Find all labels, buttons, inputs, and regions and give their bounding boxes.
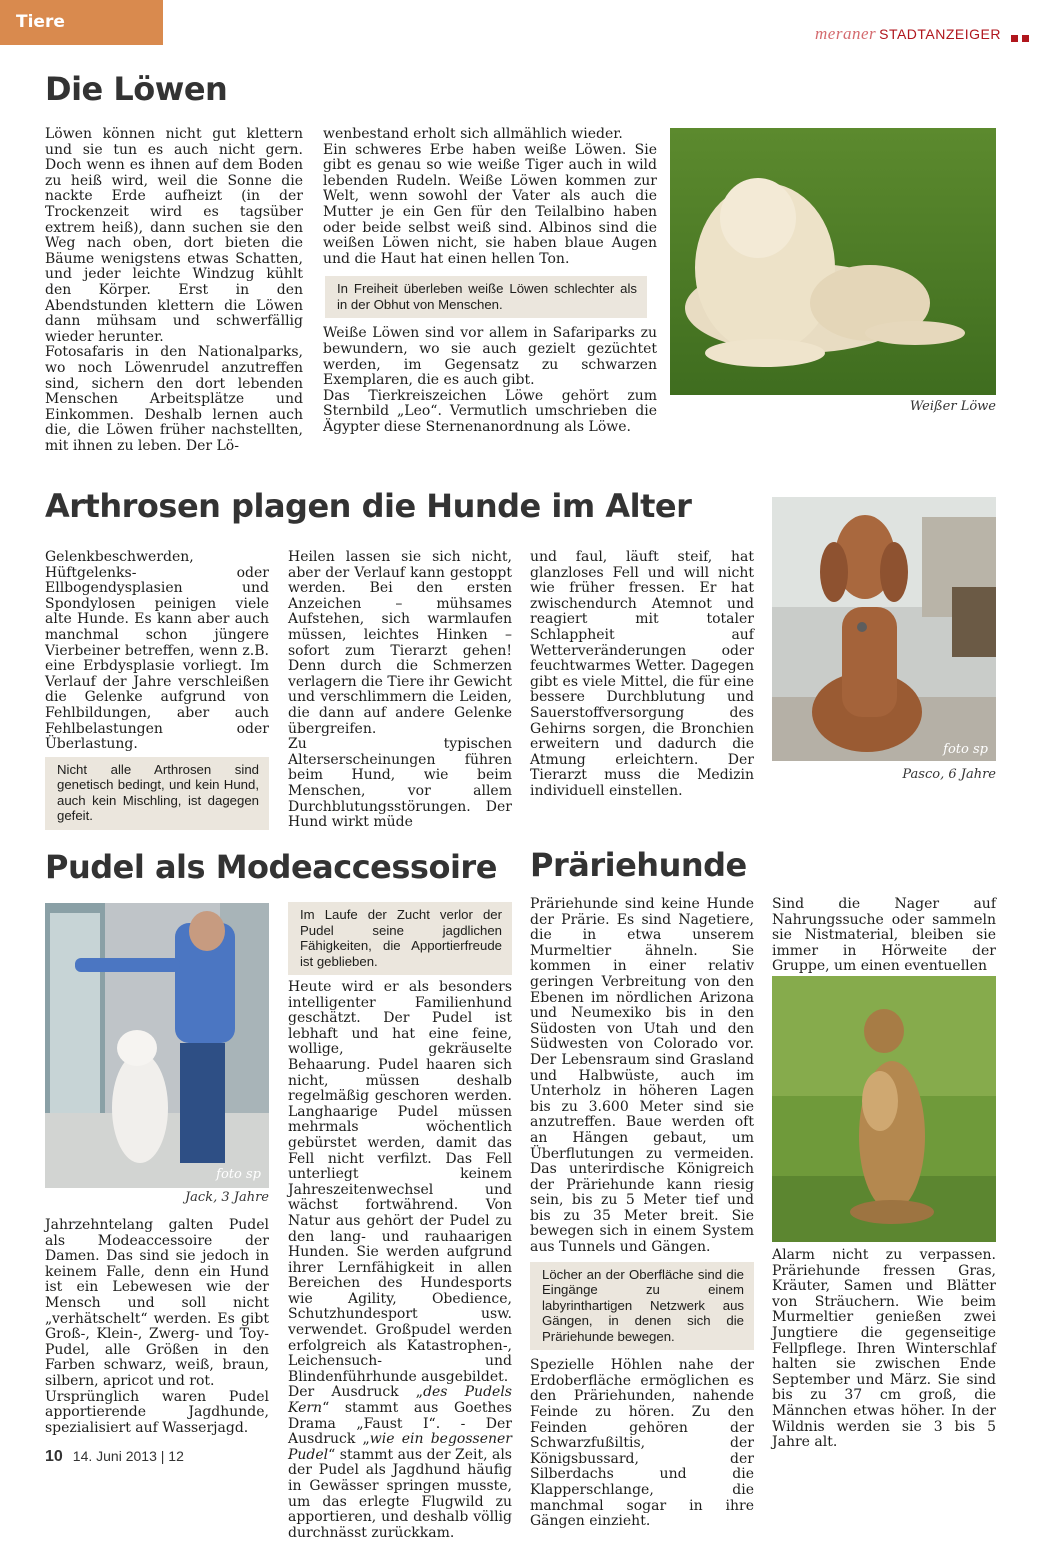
arthrosen-paragraph: Gelenkbeschwerden, Hüftgelenks- oder Ellbogendysplasien und Spondylosen peinigen viele alte Hunde. Es kann aber auch manchmal schon jüngere Vierbeiner betreffen, wenn z.B. eine Erbdysplasie vorliegt. Im Verlauf der Jahre verschleißen die Gelenke aufgrund von Fehlbildungen, aber auch Fehlbelastungen oder Überlastung. [45,549,269,753]
arthrosen-paragraph: Zu typischen Alterserscheinungen führen beim Hund, wie beim Menschen, vor allem Durchblutungsstörungen. Der Hund wirkt müde [288,736,512,831]
section-label: Tiere [16,12,65,32]
pudel-paragraph: Jahrzehntelang galten Pudel als Modeaccessoire der Damen. Das sind sie jedoch in keinem Falle, denn ein Hund ist ein Lebewesen wie der Mensch und soll nicht „verhätschelt“ werden. Es gibt Groß-, Klein-, Zwerg- und Toy-Pudel, alle Größen in den Farben schwarz, weiß, braun, silbern, apricot und rot. [45,1217,269,1389]
praerie-column-1 [530,897,754,1530]
arthrosen-column-3 [530,550,754,800]
praerie-paragraph: Sind die Nager auf Nahrungssuche oder sammeln sie Nistmaterial, bleiben sie immer in Hörweite der Gruppe, um einen eventuellen [772,896,996,975]
arthrosen-caption: Pasco, 6 Jahre [902,767,996,782]
praerie-column-2a [772,897,996,975]
arthrosen-column-2 [288,550,512,831]
pudel-photo-credit: foto sp [216,1167,261,1182]
loewen-column-2 [323,127,657,436]
loewen-paragraph: Löwen können nicht gut klettern und sie tun es auch nicht gern. Doch wenn es ihnen auf dem Boden zu heiß wird, weil die Sonne die nackte Erde aufheizt (in der Trockenzeit wird es tagsüber extrem heiß), dann suchen sie den Weg nach oben, dort bieten die Bäume wenigstens etwas Schatten, und jeder leichte Windzug kühlt den Körper. Erst in den Abendstunden klettern die Löwen dann mühsam und schwerfällig wieder herunter. [45,126,303,345]
brand-italic: meraner [815,24,877,43]
article-title-praerie: Präriehunde [530,846,747,884]
prairie-dog-photo [772,976,996,1242]
loewen-paragraph: Ein schweres Erbe haben weiße Löwen. Sie gibt es genau so wie weiße Tiger auch in wild lebenden Rudeln. Weiße Löwen kommen zur Welt, wenn sowohl der Vater als auch die Mutter je ein Gen für den Teilalbino haben oder beide selbst weiß sind. Albinos sind die weißen Löwen nicht, sie haben blaue Augen und die Haut hat einen hellen Ton. [323,141,657,267]
praerie-pull-quote: Löcher an der Oberfläche sind die Eingänge zu einem labyrinthartigen Netzwerk aus Gängen, in denen sich die Präriehunde bewegen. [530,1262,754,1351]
arthrosen-paragraph: Heilen lassen sie sich nicht, aber der Verlauf kann gestoppt werden. Bei den ersten Anzeichen – mühsames Aufstehen, sich warmlaufen müssen, leichtes Hinken – sofort zum Tierarzt gehen! Denn durch die Schmerzen verlagern die Tiere ihr Gewicht und verschlimmern die Leiden, die dann auf andere Gelenke übergreifen. [288,549,512,737]
masthead-squares-icon [1007,27,1029,35]
page-footer [45,1448,184,1466]
dog-pasco-photo [772,497,996,761]
article-title-loewen: Die Löwen [45,70,228,108]
praerie-paragraph: Alarm nicht zu verpassen. Präriehunde fressen Gras, Kräuter, Samen und Blätter von Sträuchern. Wie beim Murmeltier genießen zwei Jungtiere die gegenseitige Fellpflege. Ihren Winterschlaf halten sie zwischen Ende September und März. Sie sind bis zu 37 cm groß, die Männchen etwas höher. In der Wildnis werden sie 3 bis 5 Jahre alt. [772,1247,996,1451]
pudel-quote-italic: des Pudels Kern [288,1384,512,1417]
pudel-pull-quote: Im Laufe der Zucht verlor der Pudel seine jagdlichen Fähigkeiten, die Apportierfreude ist geblieben. [288,902,512,975]
loewen-column-1 [45,127,303,454]
pudel-quote-italic: wie ein begossener Pudel [288,1431,512,1463]
arthrosen-pull-quote: Nicht alle Arthrosen sind genetisch bedingt, und kein Hund, auch kein Mischling, ist dagegen gefeit. [45,757,269,830]
article-title-pudel: Pudel als Modeaccessoire [45,848,497,886]
white-lion-photo [670,128,996,395]
loewen-paragraph: wenbestand erholt sich allmählich wieder. [323,126,623,142]
article-title-arthrosen: Arthrosen plagen die Hunde im Alter [45,487,692,525]
loewen-paragraph: Weiße Löwen sind vor allem in Safariparks zu bewundern, wo sie auch gezielt gezüchtet werden, im Gegensatz zu schwarzen Exemplaren, die es auch gibt. [323,325,657,389]
pudel-column-2 [288,902,512,1541]
arthrosen-paragraph: und faul, läuft steif, hat glanzloses Fell und will nicht wie früher fressen. Er hat zwischendurch Atemnot und reagiert mit totaler Schlappheit auf Wetterveränderungen oder feuchtwarmes Wetter. Dagegen gibt es viele Mittel, die für eine bessere Durchblutung und Sauerstoffversorgung des Gehirns sorgen, die Bronchien erweitern und dadurch die Atmung erleichtern. Der Tierarzt muss die Medizin individuell einstellen. [530,549,754,799]
page-number: 10 [45,1448,63,1465]
pudel-column-1 [45,1218,269,1436]
issue-date: 14. Juni 2013 | 12 [72,1448,184,1464]
praerie-paragraph: Spezielle Höhlen nahe der Erdoberfläche ermöglichen es den Präriehunden, nahende Feinde zu hören. Zu den Feinden gehören der Schwarzfußiltis, der Königsbussard, der Silberdachs und die Klapperschlange, die manchmal sogar in ihre Gängen einzieht. [530,1357,754,1530]
loewen-caption: Weißer Löwe [909,399,996,414]
arthrosen-photo-credit: foto sp [943,742,988,757]
section-tab [0,0,163,45]
masthead [815,24,1001,44]
pudel-paragraph: Der Ausdruck „des Pudels Kern“ stammt aus Goethes Drama „Faust I“. - Der Ausdruck „wie ein begossener Pudel“ stammt aus der Zeit, als der Pudel als Jagdhund häufig in Gewässer springen musste, um das erlegte Flugwild zu apportieren, und deshalb völlig durchnässt zurückkam. [288,1384,512,1541]
poodle-jack-photo [45,903,269,1188]
loewen-paragraph: Fotosafaris in den Nationalparks, wo noch Löwenrudel anzutreffen sind, sichern den dort lebenden Menschen Arbeitsplätze und Einkommen. Deshalb lernen auch die, die Löwen früher nachstellten, mit ihnen zu leben. Der Lö- [45,344,303,454]
pudel-paragraph: Ursprünglich waren Pudel apportierende Jagdhunde, spezialisiert auf Wasserjagd. [45,1388,269,1436]
loewen-paragraph: Das Tierkreiszeichen Löwe gehört zum Sternbild „Leo“. Vermutlich umschrieben die Ägypter diese Sternenanordnung als Löwe. [323,387,657,435]
brand-main: STADTANZEIGER [879,26,1001,42]
praerie-column-2b [772,1248,996,1451]
arthrosen-column-1 [45,550,269,830]
praerie-paragraph: Präriehunde sind keine Hunde der Prärie. Es sind Nagetiere, die in etwa unserem Murmeltier ähneln. Sie kommen in einer relativ geringen Verbreitung von den Ebenen im nördlichen Arizona und Neumexiko bis in den Südosten von Utah und den Südwesten von Colorado vor. Der Lebensraum sind Grasland und Halbwüste, auch im Unterholz in höheren Lagen bis zu 3.600 Meter sind sie anzutreffen. Baue werden oft an Hängen gebaut, um Überflutungen zu vermeiden. Das unterirdische Königreich der Präriehunde kann riesig sein, bis zu 5 Meter tief und bis zu 35 Meter breit. Sie bewegen sich in einem System aus Tunnels und Gängen. [530,896,754,1256]
pudel-caption: Jack, 3 Jahre [184,1190,269,1205]
pudel-paragraph: Heute wird er als besonders intelligenter Familienhund geschätzt. Der Pudel ist lebhaft und hat eine feine, wollige, gekräuselte Behaarung. Pudel haaren sich nicht, müssen deshalb regelmäßig geschoren werden. Langhaarige Pudel müssen mehrmals wöchentlich gebürstet werden, damit das Fell nicht verfilzt. Das Fell unterliegt keinem Jahreszeitenwechsel und wächst fortwährend. Von Natur aus gehört der Pudel zu den lang- und rauhaarigen Hunden. Sie werden aufgrund ihrer Lernfähigkeit in allen Bereichen des Hundesports wie Agility, Obedience, Schutzhundesport usw. verwendet. Großpudel werden erfolgreich als Katastrophen-, Leichensuch- und Blindenführhunde ausgebildet. [288,979,512,1385]
loewen-pull-quote: In Freiheit überleben weiße Löwen schlechter als in der Obhut von Menschen. [325,276,647,318]
